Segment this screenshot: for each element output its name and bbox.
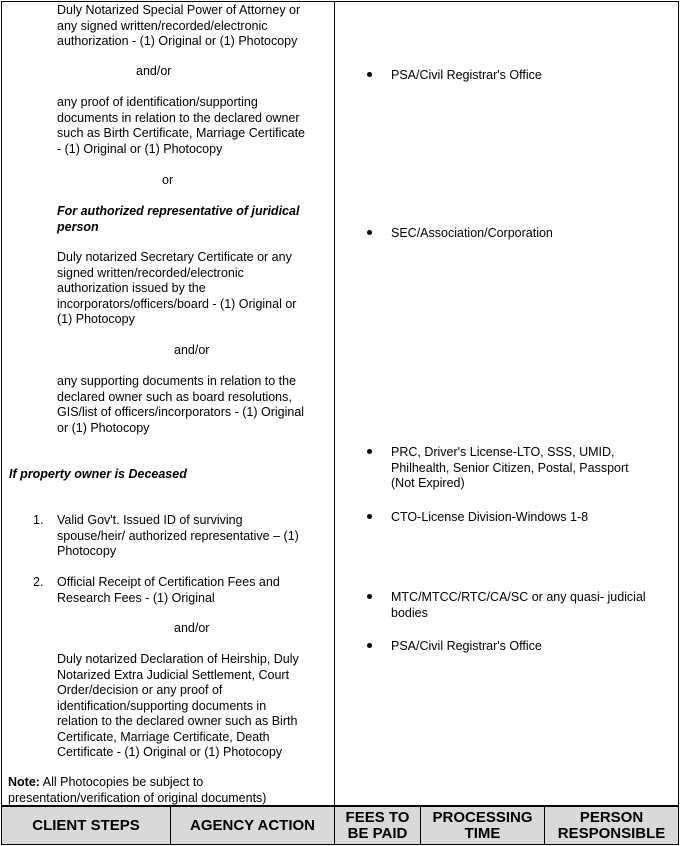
column-divider xyxy=(334,1,335,806)
list-item xyxy=(57,513,299,560)
list-item-line: Official Receipt of Certification Fees and xyxy=(57,575,280,589)
juridical-heading-line: For authorized representative of juridical xyxy=(57,204,300,218)
heirship-line: relation to the declared owner such as Birth xyxy=(57,714,298,728)
list-item-line: spouse/heir/ authorized representative – (1) xyxy=(57,528,299,543)
list-item-line: Photocopy xyxy=(57,544,117,558)
heirship-line: Certificate - (1) Original or (1) Photocopy xyxy=(57,745,283,759)
proof-line: - (1) Original or (1) Photocopy xyxy=(57,141,223,156)
list-number: 1. xyxy=(33,513,44,527)
bullet-icon xyxy=(367,514,372,519)
heirship-line: Duly notarized Declaration of Heirship, Duly xyxy=(57,652,299,666)
proof-line: documents in relation to the declared owner xyxy=(57,110,300,125)
secretary-certificate-requirement xyxy=(57,250,296,328)
note-line: presentation/verification of original documents) xyxy=(8,790,267,805)
spa-requirement xyxy=(57,3,300,50)
header-processing-time: PROCESSING TIME xyxy=(420,806,545,845)
responsible-office xyxy=(391,639,542,655)
and-or-separator: and/or xyxy=(174,621,210,635)
header-agency-action: AGENCY ACTION xyxy=(170,806,335,845)
bullet-icon xyxy=(367,72,372,77)
supporting-line: declared owner such as board resolutions, xyxy=(57,389,292,404)
note xyxy=(8,775,266,806)
secretary-line: (1) Photocopy xyxy=(57,312,135,326)
heirship-line: Certificate, Marriage Certificate, Death xyxy=(57,729,270,744)
heirship-line: Order/decision or any proof of xyxy=(57,683,223,697)
list-item-line: Research Fees - (1) Original xyxy=(57,590,215,605)
office-line: PRC, Driver's License-LTO, SSS, UMID, xyxy=(391,445,615,459)
juridical-heading xyxy=(57,204,299,235)
secretary-line: authorization issued by the xyxy=(57,281,206,295)
proof-id-requirement xyxy=(57,95,305,157)
note-label: Note: xyxy=(8,775,40,789)
bullet-icon xyxy=(367,643,372,648)
bullet-icon xyxy=(367,230,372,235)
responsible-office xyxy=(391,445,629,492)
proof-line: such as Birth Certificate, Marriage Certificate xyxy=(57,126,306,140)
spa-line: any signed written/recorded/electronic xyxy=(57,18,268,33)
list-number: 2. xyxy=(33,575,44,589)
note-line xyxy=(8,775,266,791)
office-line: CTO-License Division-Windows 1-8 xyxy=(391,510,589,524)
and-or-separator: and/or xyxy=(136,64,172,78)
heirship-line: Notarized Extra Judicial Settlement, Court xyxy=(57,667,290,682)
office-line: PSA/Civil Registrar's Office xyxy=(391,639,542,653)
note-text: All Photocopies be subject to xyxy=(39,775,204,789)
list-item-line: Valid Gov't. Issued ID of surviving xyxy=(57,513,243,527)
supporting-documents-requirement xyxy=(57,374,304,436)
header-client-steps: CLIENT STEPS xyxy=(1,806,171,845)
office-line: bodies xyxy=(391,605,428,620)
list-item xyxy=(57,575,280,606)
office-line: Philhealth, Senior Citizen, Postal, Passport xyxy=(391,460,629,475)
spa-line: Duly Notarized Special Power of Attorney or xyxy=(57,3,301,17)
responsible-office xyxy=(391,68,542,84)
deceased-heading: If property owner is Deceased xyxy=(9,467,187,481)
juridical-heading-line: person xyxy=(57,219,99,234)
bullet-icon xyxy=(367,449,372,454)
header-person-responsible: PERSON RESPONSIBLE xyxy=(544,806,679,845)
spa-line: authorization - (1) Original or (1) Photocopy xyxy=(57,34,298,48)
office-line: SEC/Association/Corporation xyxy=(391,226,553,240)
or-separator: or xyxy=(162,173,174,187)
secretary-line: incorporators/officers/board - (1) Original or xyxy=(57,296,297,311)
responsible-office xyxy=(391,226,553,242)
office-line: (Not Expired) xyxy=(391,476,465,490)
and-or-separator: and/or xyxy=(174,343,210,357)
responsible-office xyxy=(391,510,588,526)
proof-line: any proof of identification/supporting xyxy=(57,95,258,109)
office-line: MTC/MTCC/RTC/CA/SC or any quasi- judicial xyxy=(391,590,646,604)
supporting-line: GIS/list of officers/incorporators - (1) Original xyxy=(57,405,305,419)
header-fees: FEES TO BE PAID xyxy=(334,806,421,845)
supporting-line: or (1) Photocopy xyxy=(57,420,150,435)
bullet-icon xyxy=(367,594,372,599)
office-line: PSA/Civil Registrar's Office xyxy=(391,68,542,82)
heirship-line: identification/supporting documents in xyxy=(57,698,267,713)
supporting-line: any supporting documents in relation to the xyxy=(57,374,297,388)
secretary-line: signed written/recorded/electronic xyxy=(57,265,244,280)
heirship-requirement xyxy=(57,652,299,761)
responsible-office xyxy=(391,590,646,621)
secretary-line: Duly notarized Secretary Certificate or any xyxy=(57,250,292,264)
